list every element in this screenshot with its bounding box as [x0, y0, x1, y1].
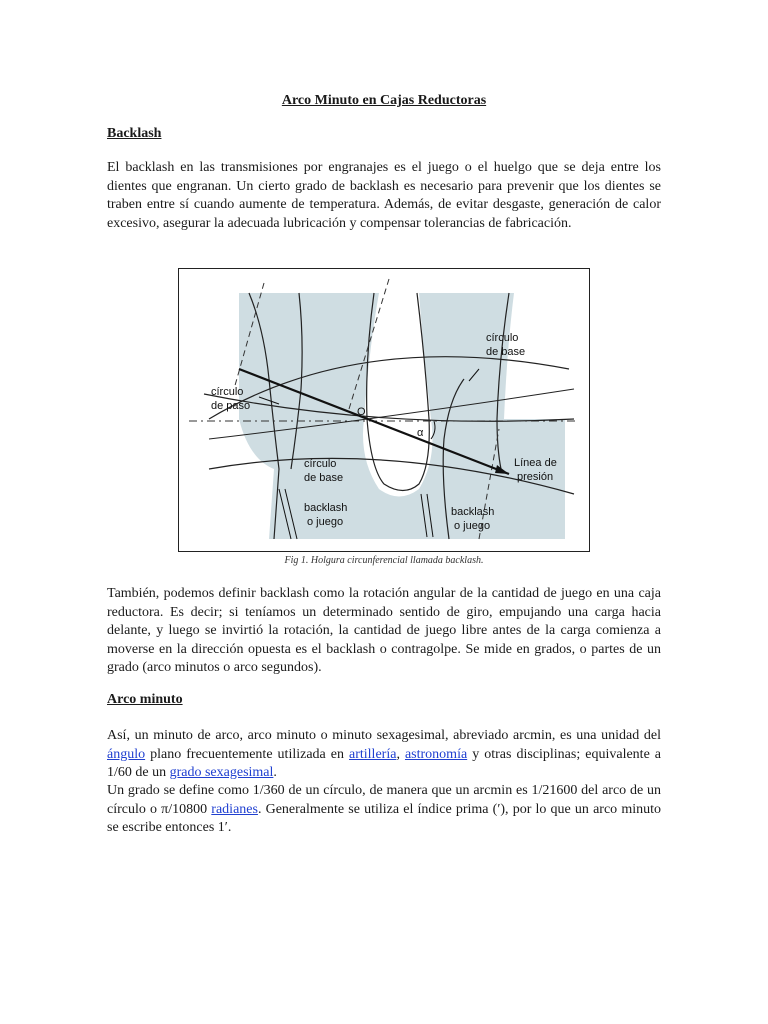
- gear-diagram: [179, 269, 589, 551]
- text-run: y otras disciplinas; equivalente a 1/60 de un: [107, 746, 662, 780]
- text-run: plano frecuentemente utilizada en: [145, 746, 350, 762]
- section-heading-arco-minuto: Arco minuto: [107, 692, 183, 707]
- label-backlash-right-2: o juego: [454, 520, 491, 532]
- link-angulo[interactable]: ángulo: [107, 746, 146, 762]
- label-backlash-left-2: o juego: [307, 516, 344, 528]
- link-artilleria[interactable]: artillería: [349, 746, 397, 762]
- link-radianes[interactable]: radianes: [211, 801, 258, 817]
- backlash-paragraph: El backlash en las transmisiones por engranajes es el juego o el huelgo que se deja entre los dientes que engranan. Un cierto grado de backlash es necesario para prevenir que los dientes se traben entre sí cuando aumente de temperatura. Además, de evitar desgaste, generación de calor excesivo, asegurar la adecuada lubricación y compensar tolerancias de fabricación.: [107, 160, 661, 231]
- label-linea-presion-2: presión: [517, 471, 554, 483]
- label-circulo-base-bottom-1: círculo: [304, 458, 337, 470]
- label-circulo-base-top-1: círculo: [486, 332, 519, 344]
- backlash-figure: [178, 268, 590, 552]
- section-heading-backlash: Backlash: [107, 126, 162, 141]
- label-linea-presion-1: Línea de: [514, 457, 557, 469]
- label-backlash-right-1: backlash: [451, 506, 495, 518]
- document-title: Arco Minuto en Cajas Reductoras: [281, 93, 487, 108]
- text-run: Así, un minuto de arco, arco minuto o minuto sexagesimal, abreviado arcmin, es una unidad del: [107, 728, 661, 743]
- text-run: ,: [396, 746, 405, 762]
- label-circulo-paso-1: círculo: [211, 386, 244, 398]
- link-astronomia[interactable]: astronomía: [404, 746, 468, 762]
- label-circulo-base-bottom-2: de base: [304, 472, 344, 484]
- backlash-definition-paragraph: También, podemos definir backlash como la rotación angular de la cantidad de juego en una caja reductora. Es decir; si teníamos un determinado sentido de giro, empujando una carga hacia delante, y luego se invirtió la rotación, la cantidad de juego libre antes de la carga comienza a moverse en la dirección opuesta es el backlash o contragolpe. Se mide en grados, o partes de un grado (arco minutos o arco segundos).: [107, 586, 661, 675]
- text-run: Un grado se define como 1/360 de un círculo, de manera que un arcmin es 1/21600 del arco de un círculo o π/10800: [107, 783, 661, 817]
- label-origin: O: [357, 406, 366, 418]
- text-run: . Generalmente se utiliza el índice prima (′), por lo que un arco minuto se escribe entonces 1′.: [107, 801, 661, 835]
- text-run: .: [273, 765, 277, 780]
- arco-minuto-paragraph-1: [107, 727, 661, 783]
- arco-minuto-paragraph-2: [107, 782, 661, 838]
- figure-caption: Fig 1. Holgura circunferencial llamada backlash.: [284, 555, 484, 566]
- label-circulo-base-top-2: de base: [486, 346, 526, 358]
- label-alpha: α: [417, 427, 424, 439]
- label-backlash-left-1: backlash: [304, 502, 348, 514]
- label-circulo-paso-2: de paso: [211, 400, 251, 412]
- link-grado-sexagesimal[interactable]: grado sexagesimal: [169, 765, 274, 780]
